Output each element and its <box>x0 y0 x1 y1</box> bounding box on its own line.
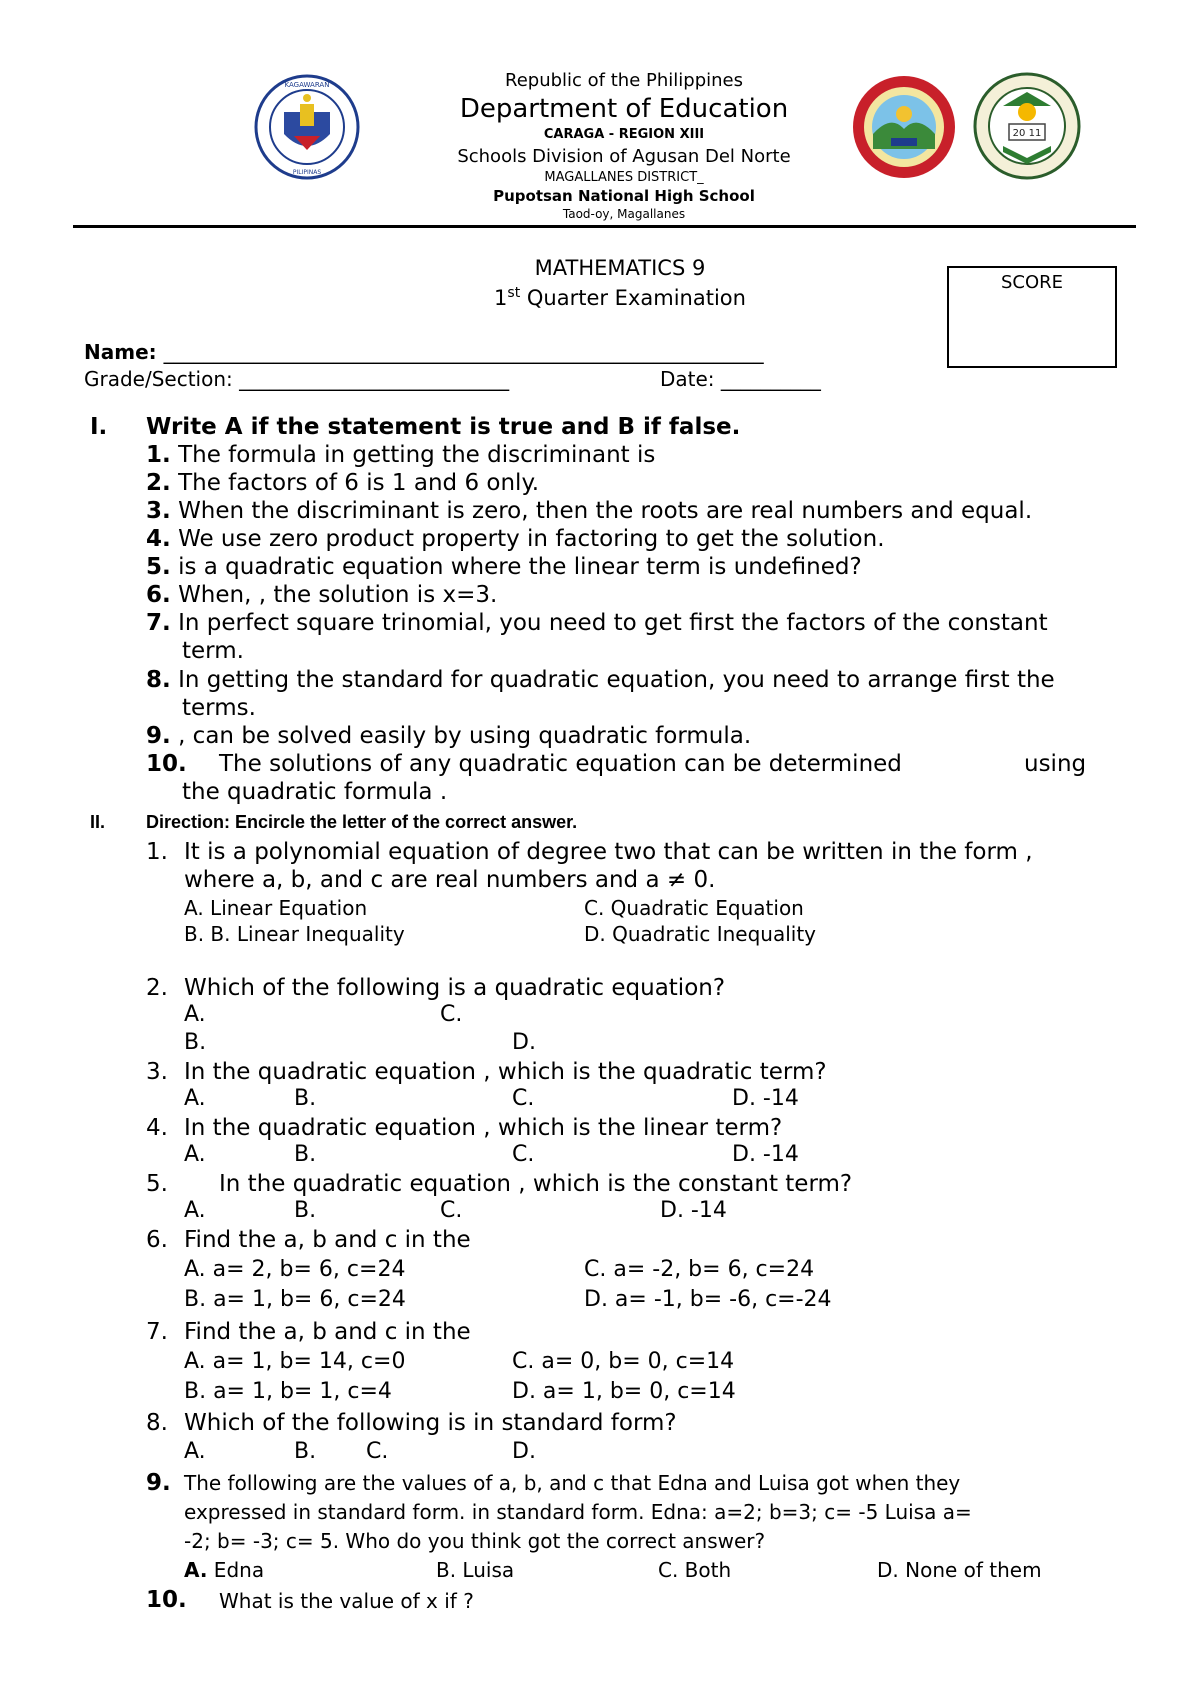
part2-q9-text-3: -2; b= -3; c= 5. Who do you think got the correct answer? <box>184 1529 766 1553</box>
q4-option-c[interactable]: C. <box>512 1142 535 1167</box>
grade-section-line[interactable]: ___________________________ <box>239 367 510 391</box>
grade-section-field[interactable] <box>84 367 509 391</box>
item-text: The formula in getting the discriminant is <box>178 442 656 468</box>
q2-option-a[interactable]: A. <box>184 1002 206 1027</box>
part1-item-5 <box>146 553 862 581</box>
part1-number: I. <box>90 414 108 440</box>
header-division: Schools Division of Agusan Del Norte <box>457 146 791 167</box>
item-number: 5. <box>146 554 171 580</box>
q1-option-a[interactable]: A. Linear Equation <box>184 896 368 920</box>
q7-option-c[interactable]: C. a= 0, b= 0, c=14 <box>512 1349 735 1374</box>
name-field[interactable] <box>84 340 764 364</box>
header-divider <box>73 225 1136 228</box>
q5-option-d[interactable]: D. -14 <box>660 1198 727 1223</box>
part2-q8-text: Which of the following is in standard form? <box>184 1410 677 1436</box>
part2-q2: 2. <box>146 975 168 1001</box>
part1-item-7-cont: term. <box>182 638 244 664</box>
q8-option-d[interactable]: D. <box>512 1439 536 1464</box>
part2-q8: 8. <box>146 1410 168 1436</box>
q2-option-d[interactable]: D. <box>512 1030 536 1055</box>
q9-option-a-letter: A. <box>184 1558 208 1582</box>
item-number: 7. <box>146 610 171 636</box>
header-school: Pupotsan National High School <box>493 187 755 205</box>
part2-q6: 6. <box>146 1227 168 1253</box>
part2-q10: 10. <box>146 1587 187 1613</box>
part1-item-1 <box>146 441 655 469</box>
part2-q2-text: Which of the following is a quadratic equation? <box>184 975 726 1001</box>
date-label: Date: <box>660 367 721 391</box>
item-number: 8. <box>146 667 171 693</box>
q4-option-a[interactable]: A. <box>184 1142 206 1167</box>
q6-option-c[interactable]: C. a= -2, b= 6, c=24 <box>584 1257 815 1282</box>
part1-item-10-end: using <box>1024 751 1087 777</box>
item-text: In getting the standard for quadratic equation, you need to arrange first the <box>178 667 1055 693</box>
exam-quarter-number: 1 <box>494 286 508 310</box>
part1-title: Write A if the statement is true and B if false. <box>146 414 741 440</box>
q9-option-a[interactable] <box>184 1558 264 1582</box>
part2-q9-text-2: expressed in standard form. in standard form. Edna: a=2; b=3; c= -5 Luisa a= <box>184 1500 972 1524</box>
q9-option-c[interactable]: C. Both <box>658 1558 732 1582</box>
q6-option-b[interactable]: B. a= 1, b= 6, c=24 <box>184 1287 406 1312</box>
header-region: CARAGA - REGION XIII <box>543 127 705 142</box>
q9-option-b[interactable]: B. Luisa <box>436 1558 515 1582</box>
part1-item-2 <box>146 469 539 497</box>
name-line[interactable]: ____________________________________________________________ <box>163 340 764 364</box>
part2-q4-text: In the quadratic equation , which is the linear term? <box>184 1115 783 1141</box>
part1-item-10-text: The solutions of any quadratic equation can be determined <box>219 751 902 777</box>
score-box <box>947 266 1117 368</box>
item-text: We use zero product property in factoring to get the solution. <box>178 526 885 552</box>
q8-option-a[interactable]: A. <box>184 1439 206 1464</box>
item-text: , can be solved easily by using quadratic formula. <box>178 723 752 749</box>
q7-option-b[interactable]: B. a= 1, b= 1, c=4 <box>184 1379 392 1404</box>
item-number: 1. <box>146 442 171 468</box>
q5-option-b[interactable]: B. <box>294 1198 317 1223</box>
part1-item-8 <box>146 666 1055 694</box>
part2-q6-text: Find the a, b and c in the <box>184 1227 471 1253</box>
date-field[interactable] <box>660 367 821 391</box>
item-text: When, , the solution is x=3. <box>178 582 498 608</box>
part1-item-8-cont: terms. <box>182 695 256 721</box>
item-number: 4. <box>146 526 171 552</box>
part1-item-10 <box>146 750 187 778</box>
exam-subject: MATHEMATICS 9 <box>534 256 706 280</box>
item-text: When the discriminant is zero, then the roots are real numbers and equal. <box>178 498 1033 524</box>
svg-text:PILIPINAS: PILIPINAS <box>292 169 322 176</box>
q5-option-c[interactable]: C. <box>440 1198 463 1223</box>
q9-option-d[interactable]: D. None of them <box>877 1558 1042 1582</box>
item-text: The factors of 6 is 1 and 6 only. <box>178 470 540 496</box>
header-republic: Republic of the Philippines <box>505 70 743 91</box>
part1-item-10-cont: the quadratic formula . <box>182 779 448 805</box>
part1-item-9 <box>146 722 751 750</box>
part2-q10-text: What is the value of x if ? <box>219 1589 474 1613</box>
part1-item-4 <box>146 525 885 553</box>
q3-option-a[interactable]: A. <box>184 1086 206 1111</box>
item-number: 6. <box>146 582 171 608</box>
part2-q5-text: In the quadratic equation , which is the constant term? <box>219 1171 853 1197</box>
q1-option-c[interactable]: C. Quadratic Equation <box>584 896 804 920</box>
q5-option-a[interactable]: A. <box>184 1198 206 1223</box>
q3-option-b[interactable]: B. <box>294 1086 317 1111</box>
q6-option-a[interactable]: A. a= 2, b= 6, c=24 <box>184 1257 406 1282</box>
part2-q1-text-cont: where a, b, and c are real numbers and a ≠ 0. <box>184 867 716 893</box>
grade-section-label: Grade/Section: <box>84 367 240 391</box>
part1-item-3 <box>146 497 1032 525</box>
part2-q3-text: In the quadratic equation , which is the quadratic term? <box>184 1059 827 1085</box>
part2-q1-text: It is a polynomial equation of degree two that can be written in the form , <box>184 839 1033 865</box>
svg-text:KAGAWARAN: KAGAWARAN <box>284 81 330 89</box>
q6-option-d[interactable]: D. a= -1, b= -6, c=-24 <box>584 1287 832 1312</box>
item-number: 9. <box>146 723 171 749</box>
part2-q5: 5. <box>146 1171 168 1197</box>
item-number: 10. <box>146 751 187 777</box>
part2-q3: 3. <box>146 1059 168 1085</box>
item-text: In perfect square trinomial, you need to get first the factors of the constant <box>178 610 1048 636</box>
header-department: Department of Education <box>459 94 789 124</box>
name-label: Name: <box>84 340 164 364</box>
q3-option-c[interactable]: C. <box>512 1086 535 1111</box>
q7-option-a[interactable]: A. a= 1, b= 14, c=0 <box>184 1349 406 1374</box>
part2-q1 <box>146 838 168 866</box>
q4-option-b[interactable]: B. <box>294 1142 317 1167</box>
part2-q9: 9. <box>146 1470 171 1496</box>
q8-option-c[interactable]: C. <box>366 1439 389 1464</box>
q2-option-c[interactable]: C. <box>440 1002 463 1027</box>
q2-option-b[interactable]: B. <box>184 1030 207 1055</box>
part1-item-6 <box>146 581 497 609</box>
header-address: Taod-oy, Magallanes <box>562 207 686 221</box>
question-number: 1. <box>146 839 168 865</box>
exam-quarter-text: Quarter Examination <box>520 286 746 310</box>
item-number: 2. <box>146 470 171 496</box>
q1-option-b[interactable]: B. B. Linear Inequality <box>184 922 405 946</box>
item-text: is a quadratic equation where the linear term is undefined? <box>178 554 862 580</box>
header-district: MAGALLANES DISTRICT_ <box>544 170 704 185</box>
score-label: SCORE <box>1000 272 1064 293</box>
part2-title: Direction: Encircle the letter of the correct answer. <box>146 812 578 832</box>
part1-item-7 <box>146 609 1048 637</box>
exam-quarter <box>430 285 810 310</box>
part2-number: II. <box>90 812 106 832</box>
part2-q4: 4. <box>146 1115 168 1141</box>
q3-option-d[interactable]: D. -14 <box>732 1086 799 1111</box>
item-number: 3. <box>146 498 171 524</box>
date-line[interactable]: __________ <box>720 367 821 391</box>
q1-option-d[interactable]: D. Quadratic Inequality <box>584 922 817 946</box>
q7-option-d[interactable]: D. a= 1, b= 0, c=14 <box>512 1379 736 1404</box>
part2-q7: 7. <box>146 1319 168 1345</box>
q9-option-a-text: Edna <box>207 1558 265 1582</box>
school-seal-year: 20 11 <box>1012 128 1042 139</box>
q8-option-b[interactable]: B. <box>294 1439 317 1464</box>
exam-quarter-suffix: st <box>507 285 521 301</box>
part2-q7-text: Find the a, b and c in the <box>184 1319 471 1345</box>
q4-option-d[interactable]: D. -14 <box>732 1142 799 1167</box>
part2-q9-text: The following are the values of a, b, and c that Edna and Luisa got when they <box>184 1471 961 1495</box>
